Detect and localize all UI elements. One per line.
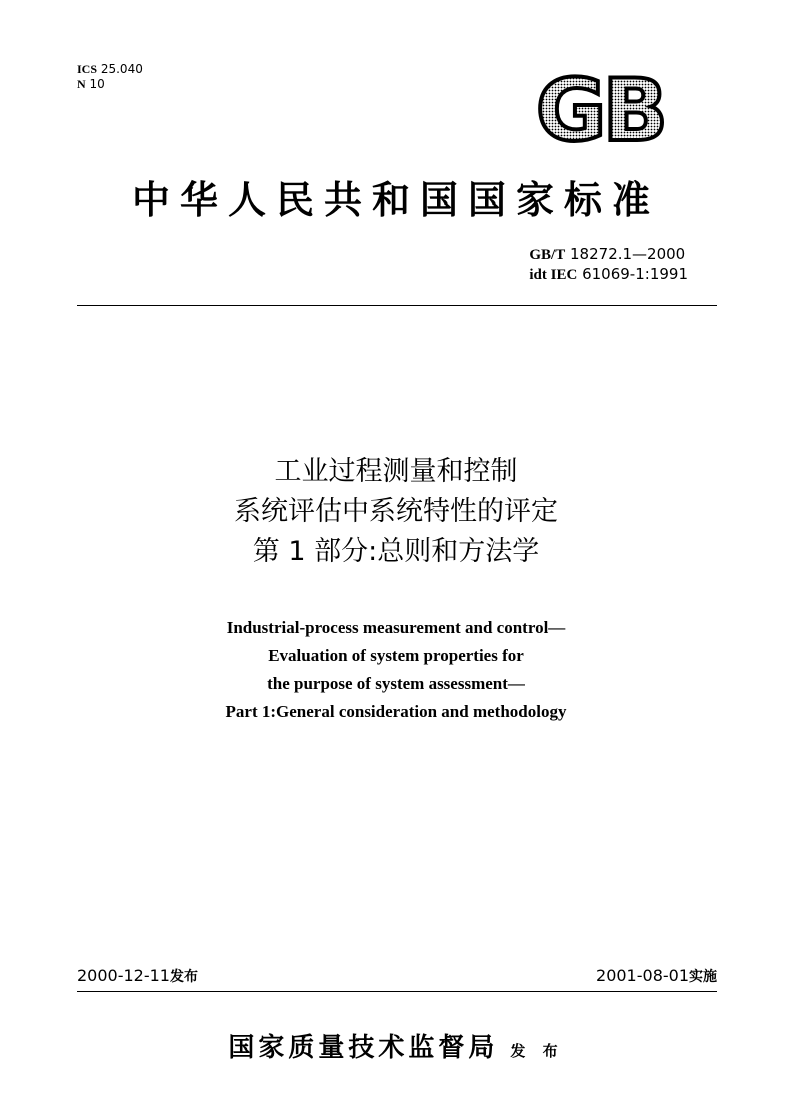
standard-category-title: 中华人民共和国国家标准 <box>131 177 660 222</box>
issue-action: 发 布 <box>510 1042 564 1060</box>
effective-label: 实施 <box>689 969 717 985</box>
idt-number: 61069-1:1991 <box>582 265 688 283</box>
n-label: N <box>77 77 86 91</box>
issuer-name: 国家质量技术监督局 <box>228 1033 499 1063</box>
ics-label: ICS <box>77 62 98 76</box>
chinese-title-line: 第 1 部分:总则和方法学 <box>252 536 540 567</box>
english-title <box>0 614 792 726</box>
english-title-line: Industrial-process measurement and control— <box>226 618 566 637</box>
classification-codes <box>77 62 143 92</box>
chinese-title-line: 系统评估中系统特性的评定 <box>234 496 558 527</box>
issue-label: 发布 <box>169 969 198 985</box>
std-number-line <box>529 245 688 265</box>
n-value: 10 <box>89 77 105 91</box>
std-prefix: GB/T <box>529 247 566 263</box>
idt-line <box>529 265 688 285</box>
logo-text: GB <box>535 74 665 146</box>
chinese-title-line: 工业过程测量和控制 <box>274 456 518 487</box>
header-rule <box>77 305 717 306</box>
english-title-line: the purpose of system assessment— <box>267 674 525 693</box>
footer-rule <box>77 991 717 992</box>
standard-numbers <box>529 245 688 285</box>
ics-value: 25.040 <box>100 62 143 76</box>
english-title-line: Evaluation of system properties for <box>268 646 524 665</box>
issuing-authority <box>0 1027 792 1064</box>
issue-date-value: 2000-12-11 <box>77 966 170 985</box>
idt-prefix: idt IEC <box>529 267 578 283</box>
issue-date <box>77 966 198 986</box>
gb-logo <box>530 74 670 146</box>
n-line <box>77 77 143 92</box>
effective-date <box>596 966 717 986</box>
std-number: 18272.1—2000 <box>570 245 686 263</box>
ics-line <box>77 62 143 77</box>
chinese-title <box>0 452 792 572</box>
effective-date-value: 2001-08-01 <box>596 966 689 985</box>
english-title-line: Part 1:General consideration and methodology <box>225 702 567 721</box>
